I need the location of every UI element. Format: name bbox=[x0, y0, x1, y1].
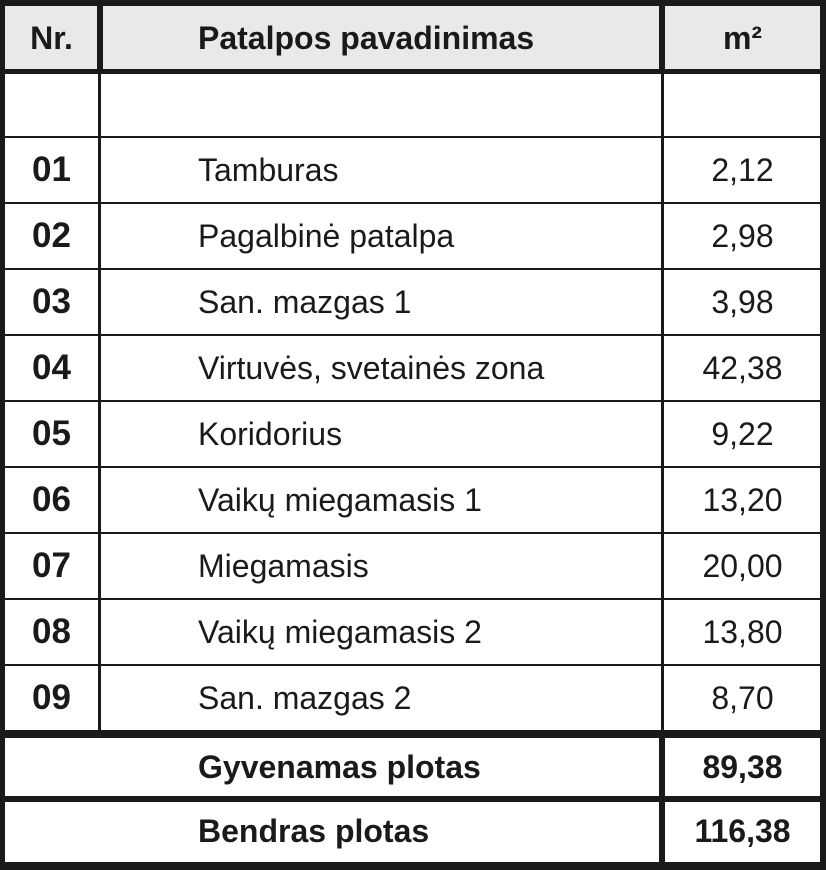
row-area: 20,00 bbox=[702, 547, 783, 584]
row-nr: 08 bbox=[32, 612, 71, 651]
row-divider bbox=[0, 334, 826, 336]
header-room-name bbox=[103, 6, 660, 70]
border-left bbox=[0, 0, 5, 870]
col-divider-nr bbox=[98, 74, 101, 732]
row-name: Pagalbinė patalpa bbox=[198, 217, 455, 254]
border-bottom bbox=[0, 862, 826, 870]
row-area: 13,20 bbox=[702, 481, 783, 518]
row-nr: 02 bbox=[32, 216, 71, 255]
col-divider-area-top bbox=[659, 0, 665, 74]
row-nr: 01 bbox=[32, 150, 71, 189]
row-divider bbox=[0, 400, 826, 402]
row-divider bbox=[0, 202, 826, 204]
total-area-label: Bendras plotas bbox=[198, 812, 430, 849]
row-name: Virtuvės, svetainės zona bbox=[198, 349, 545, 386]
row-name: San. mazgas 1 bbox=[198, 283, 412, 320]
row-nr: 09 bbox=[32, 678, 71, 717]
row-name: Vaikų miegamasis 1 bbox=[198, 481, 482, 518]
row-name: Tamburas bbox=[198, 151, 339, 188]
row-divider bbox=[0, 268, 826, 270]
header-room-name-label: Patalpos pavadinimas bbox=[198, 19, 535, 56]
row-area: 8,70 bbox=[711, 679, 774, 716]
row-nr: 03 bbox=[32, 282, 71, 321]
row-divider bbox=[0, 598, 826, 600]
col-divider-nr-top bbox=[97, 0, 103, 74]
border-right bbox=[820, 0, 826, 870]
row-name: San. mazgas 2 bbox=[198, 679, 412, 716]
row-nr: 07 bbox=[32, 546, 71, 585]
row-name: Vaikų miegamasis 2 bbox=[198, 613, 482, 650]
row-nr: 06 bbox=[32, 480, 71, 519]
row-divider bbox=[0, 664, 826, 666]
total-area-value: 116,38 bbox=[694, 812, 791, 849]
row-name: Miegamasis bbox=[198, 547, 369, 584]
col-divider-area bbox=[661, 74, 664, 732]
row-area: 13,80 bbox=[702, 613, 783, 650]
header-area: m² bbox=[665, 6, 820, 70]
row-area: 2,98 bbox=[711, 217, 774, 254]
header-divider bbox=[0, 69, 826, 74]
row-area: 2,12 bbox=[711, 151, 774, 188]
row-name: Koridorius bbox=[198, 415, 343, 452]
empty-row bbox=[5, 74, 820, 136]
row-nr: 05 bbox=[32, 414, 71, 453]
row-nr: 04 bbox=[32, 348, 71, 387]
living-area-value: 89,38 bbox=[702, 748, 783, 785]
border-top bbox=[0, 0, 826, 6]
living-area-label: Gyvenamas plotas bbox=[198, 748, 481, 785]
totals-divider bbox=[0, 796, 826, 802]
row-divider bbox=[0, 532, 826, 534]
row-area: 42,38 bbox=[702, 349, 783, 386]
totals-divider bbox=[0, 730, 826, 738]
row-divider bbox=[0, 136, 826, 138]
row-area: 3,98 bbox=[711, 283, 774, 320]
row-divider bbox=[0, 466, 826, 468]
row-area: 9,22 bbox=[711, 415, 774, 452]
header-nr: Nr. bbox=[5, 6, 98, 70]
